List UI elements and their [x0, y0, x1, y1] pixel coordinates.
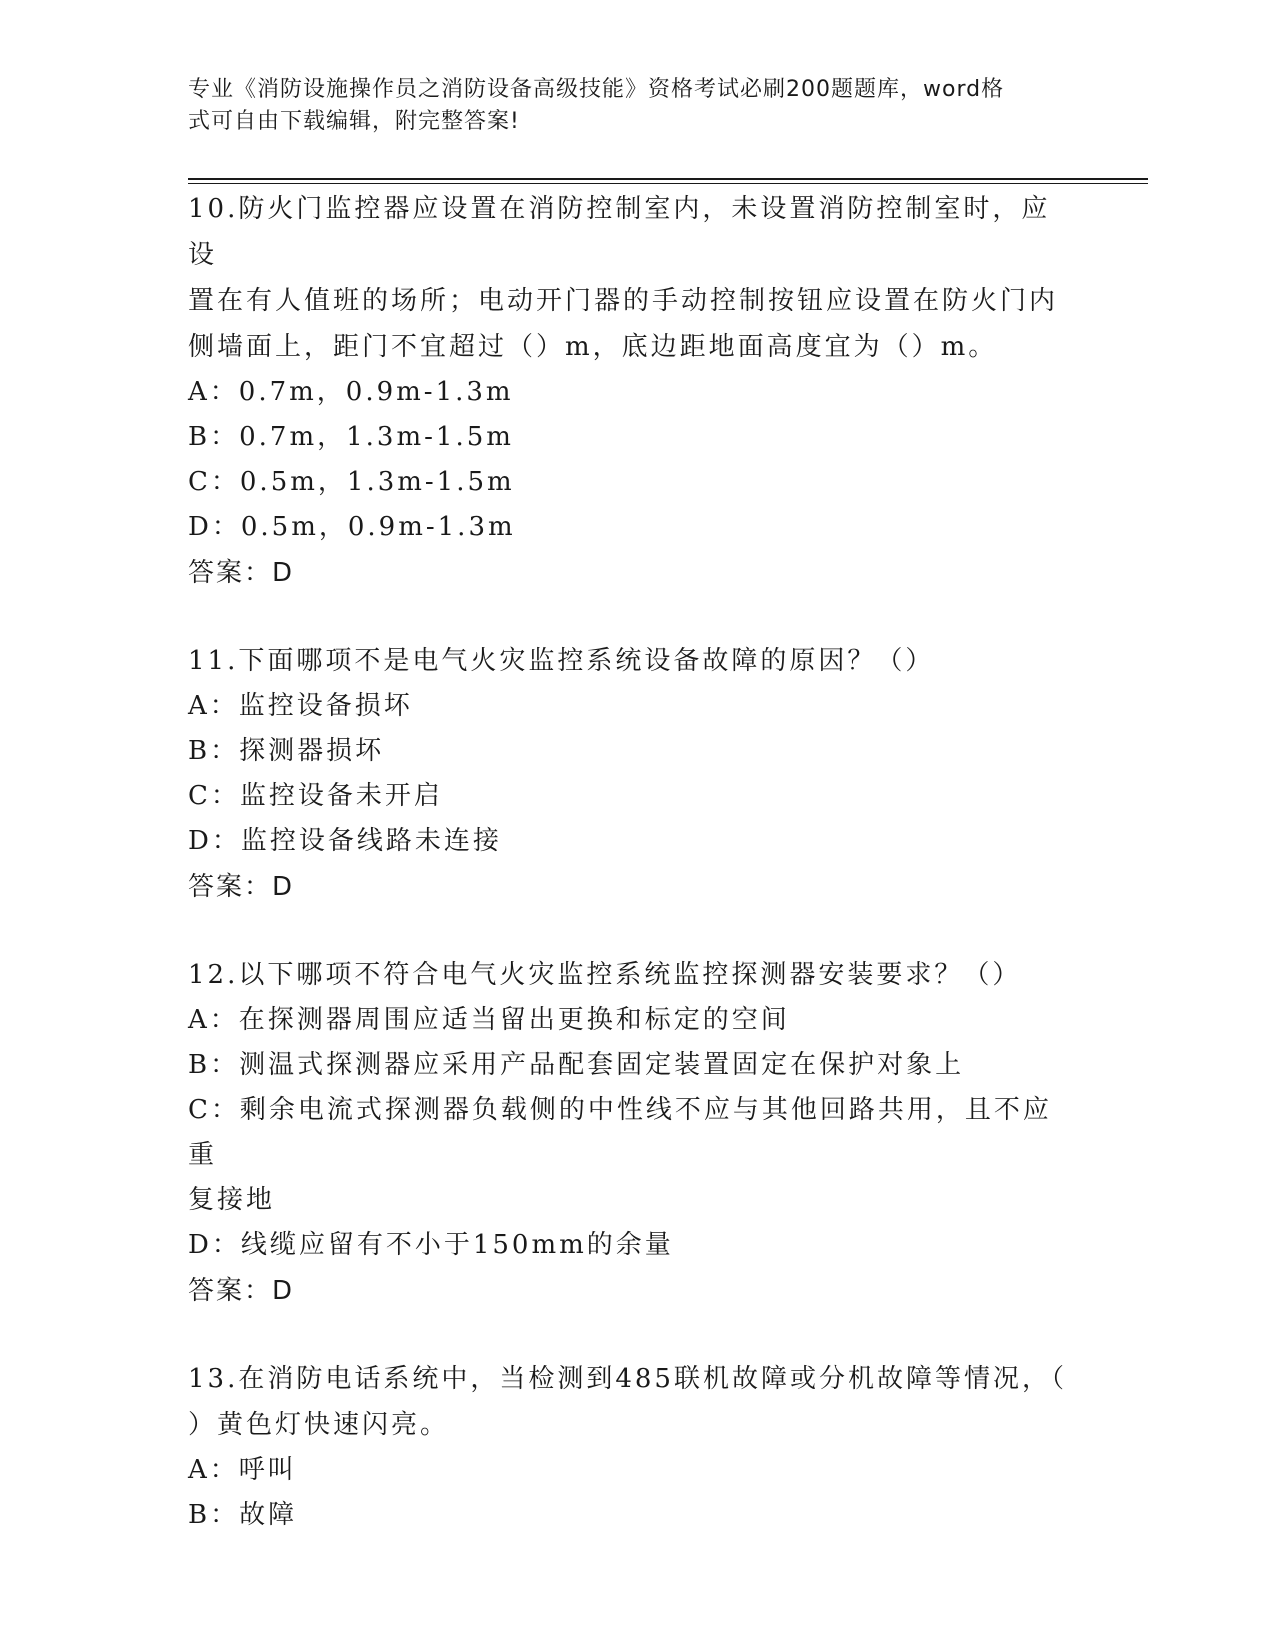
- answer-option: B：0.7m，1.3m-1.5m: [188, 422, 514, 452]
- answer-option: D：监控设备线路未连接: [188, 826, 502, 856]
- question-stem-line: 12.以下哪项不符合电气火灾监控系统监控探测器安装要求？（）: [188, 960, 1022, 990]
- question-stem-line: 10.防火门监控器应设置在消防控制室内，未设置消防控制室时，应设: [188, 194, 1051, 270]
- question-list: [188, 186, 1068, 1538]
- answer-option: B：故障: [188, 1500, 298, 1530]
- answer-option: A：在探测器周围应适当留出更换和标定的空间: [188, 1005, 790, 1035]
- answer-option: A：监控设备损坏: [188, 691, 413, 721]
- answer-option: B：探测器损坏: [188, 736, 385, 766]
- answer-key: 答案：D: [188, 872, 295, 902]
- header-divider: [188, 178, 1148, 180]
- question-block: [188, 186, 1068, 596]
- question-stem-line: ）黄色灯快速闪亮。: [188, 1410, 450, 1440]
- header-line: 式可自由下载编辑，附完整答案!: [188, 109, 520, 134]
- question-block: [188, 952, 1068, 1314]
- question-stem-line: 置在有人值班的场所；电动开门器的手动控制按钮应设置在防火门内: [188, 286, 1059, 316]
- answer-option: C：监控设备未开启: [188, 781, 443, 811]
- answer-option: C：剩余电流式探测器负载侧的中性线不应与其他回路共用，且不应重: [188, 1095, 1052, 1170]
- answer-option: A：呼叫: [188, 1455, 297, 1485]
- answer-option: 复接地: [188, 1185, 276, 1215]
- question-block: [188, 638, 1068, 910]
- answer-option: B：测温式探测器应采用产品配套固定装置固定在保护对象上: [188, 1050, 965, 1080]
- answer-option: C：0.5m，1.3m-1.5m: [188, 467, 515, 497]
- page-header: [188, 74, 1068, 138]
- header-divider-thin: [188, 183, 1148, 184]
- answer-option: D：0.5m，0.9m-1.3m: [188, 512, 516, 542]
- question-stem-line: 11.下面哪项不是电气火灾监控系统设备故障的原因？（）: [188, 646, 935, 676]
- question-block: [188, 1356, 1068, 1538]
- question-stem-line: 13.在消防电话系统中，当检测到485联机故障或分机故障等情况，（: [188, 1364, 1067, 1394]
- question-stem-line: 侧墙面上，距门不宜超过（）m，底边距地面高度宜为（）m。: [188, 332, 998, 362]
- answer-key: 答案：D: [188, 558, 295, 588]
- answer-option: A：0.7m，0.9m-1.3m: [188, 377, 514, 407]
- answer-key: 答案：D: [188, 1276, 295, 1306]
- header-line: 专业《消防设施操作员之消防设备高级技能》资格考试必刷200题题库，word格: [188, 77, 1005, 102]
- answer-option: D：线缆应留有不小于150mm的余量: [188, 1230, 674, 1260]
